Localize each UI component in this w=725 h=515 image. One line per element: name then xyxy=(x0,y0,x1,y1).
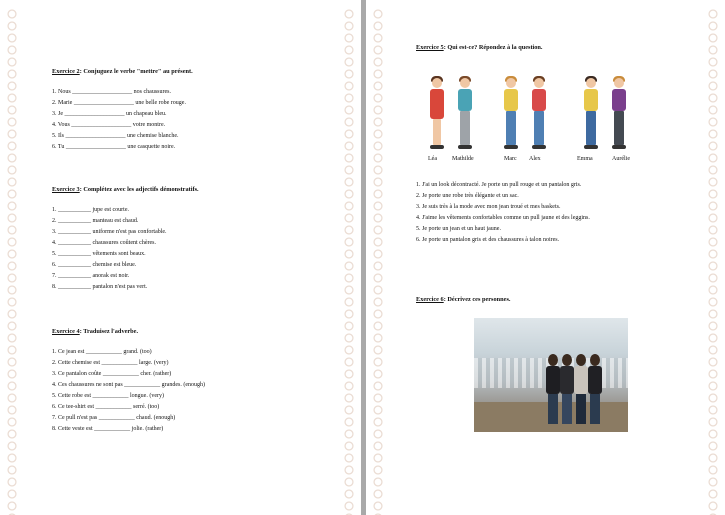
exercise-5 xyxy=(416,42,543,63)
list-item: 2. Je porte une robe très élégante et un sac. xyxy=(416,193,519,199)
exercise-5-statements xyxy=(416,180,590,246)
person xyxy=(560,354,574,424)
list-item: 2. Marie ____________________ une belle robe rouge. xyxy=(52,100,186,106)
exercise-6 xyxy=(416,294,510,315)
exercise-6-instruction: : Décrivez ces personnes. xyxy=(443,296,511,303)
figure-emma xyxy=(580,78,602,153)
person xyxy=(546,354,560,424)
figure-alex xyxy=(528,78,550,153)
list-item: 5. ___________ vêtements sont beaux. xyxy=(52,251,146,257)
list-item: 5. Je porte un jean et un haut jaune. xyxy=(416,226,501,232)
name-label: Emma xyxy=(577,156,593,162)
list-item: 3. Ce pantalon coûte ____________ cher. (rather) xyxy=(52,371,172,377)
exercise-3-title xyxy=(52,184,199,195)
list-item: 3. Je suis très à la mode avec mon jean troué et mes baskets. xyxy=(416,204,561,210)
list-item: 4. Ces chaussures ne sont pas ____________ grandes. (enough) xyxy=(52,382,205,388)
list-item: 6. ___________ chemise est bleue. xyxy=(52,262,137,268)
list-item: 6. Tu ____________________ une casquette noire. xyxy=(52,144,176,150)
exercise-2 xyxy=(52,66,193,153)
list-item: 4. Vous ____________________ votre montre. xyxy=(52,122,166,128)
decorative-border-left xyxy=(372,8,384,515)
decorative-border-left xyxy=(6,8,18,515)
list-item: 2. Cette chemise est ____________ large. (very) xyxy=(52,360,169,366)
exercise-5-instruction: : Qui est-ce? Répondez à la question. xyxy=(443,44,543,51)
exercise-5-label: Exercice 5 xyxy=(416,44,444,51)
list-item: 1. Nous ____________________ nos chaussures. xyxy=(52,89,171,95)
exercise-2-label: Exercice 2 xyxy=(52,68,80,75)
list-item: 3. Je ____________________ un chapeau bleu. xyxy=(52,111,167,117)
exercise-3-label: Exercice 3 xyxy=(52,186,80,193)
people-illustration xyxy=(426,78,636,153)
list-item: 4. ___________ chaussures coûtent chères. xyxy=(52,240,156,246)
figure-marc xyxy=(500,78,522,153)
figure-mathilde xyxy=(454,78,476,153)
name-label: Léa xyxy=(428,156,437,162)
person xyxy=(574,354,588,424)
list-item: 1. ___________ jupe est courte. xyxy=(52,207,129,213)
exercise-2-title xyxy=(52,66,193,77)
names-row xyxy=(366,156,725,166)
list-item: 2. ___________ manteau est chaud. xyxy=(52,218,139,224)
exercise-6-title xyxy=(416,294,510,305)
list-item: 6. Ce tee-shirt est ____________ serré. (too) xyxy=(52,404,160,410)
decorative-border-right xyxy=(343,8,355,515)
figure-aurelie xyxy=(608,78,630,153)
exercise-4-instruction: : Traduisez l'adverbe. xyxy=(79,328,139,335)
right-page xyxy=(366,0,725,515)
list-item: 1. Ce jean est ____________ grand. (too) xyxy=(52,349,152,355)
exercise-3-instruction: : Complétez avec les adjectifs démonstratifs. xyxy=(79,186,199,193)
list-item: 4. J'aime les vêtements confortables comme un pull jaune et des leggins. xyxy=(416,215,590,221)
exercise-4-label: Exercice 4 xyxy=(52,328,80,335)
list-item: 5. Ils ____________________ une chemise blanche. xyxy=(52,133,179,139)
exercise-4-title xyxy=(52,326,205,337)
list-item: 8. Cette veste est ____________ jolie. (rather) xyxy=(52,426,164,432)
exercise-6-label: Exercice 6 xyxy=(416,296,444,303)
list-item: 8. ___________ pantalon n'est pas vert. xyxy=(52,284,148,290)
name-label: Aurélie xyxy=(612,156,630,162)
person xyxy=(588,354,602,424)
name-label: Alex xyxy=(529,156,541,162)
name-label: Mathilde xyxy=(452,156,474,162)
name-label: Marc xyxy=(504,156,517,162)
list-item: 7. ___________ anorak est noir. xyxy=(52,273,130,279)
exercise-3 xyxy=(52,184,199,293)
list-item: 6. Je porte un pantalon gris et des chaussures à talon noires. xyxy=(416,237,560,243)
exercise-2-instruction: : Conjuguez le verbe "mettre" au présent. xyxy=(79,68,193,75)
list-item: 5. Cette robe est ____________ longue. (very) xyxy=(52,393,164,399)
decorative-border-right xyxy=(707,8,719,515)
left-page xyxy=(0,0,361,515)
exercise-4 xyxy=(52,326,205,435)
exercise-5-title xyxy=(416,42,543,53)
list-item: 3. ___________ uniforme n'est pas confortable. xyxy=(52,229,167,235)
list-item: 1. J'ai un look décontracté. Je porte un pull rouge et un pantalon gris. xyxy=(416,182,582,188)
list-item: 7. Ce pull n'est pas ____________ chaud. (enough) xyxy=(52,415,176,421)
figure-lea xyxy=(426,78,448,153)
group-photo xyxy=(474,318,628,432)
